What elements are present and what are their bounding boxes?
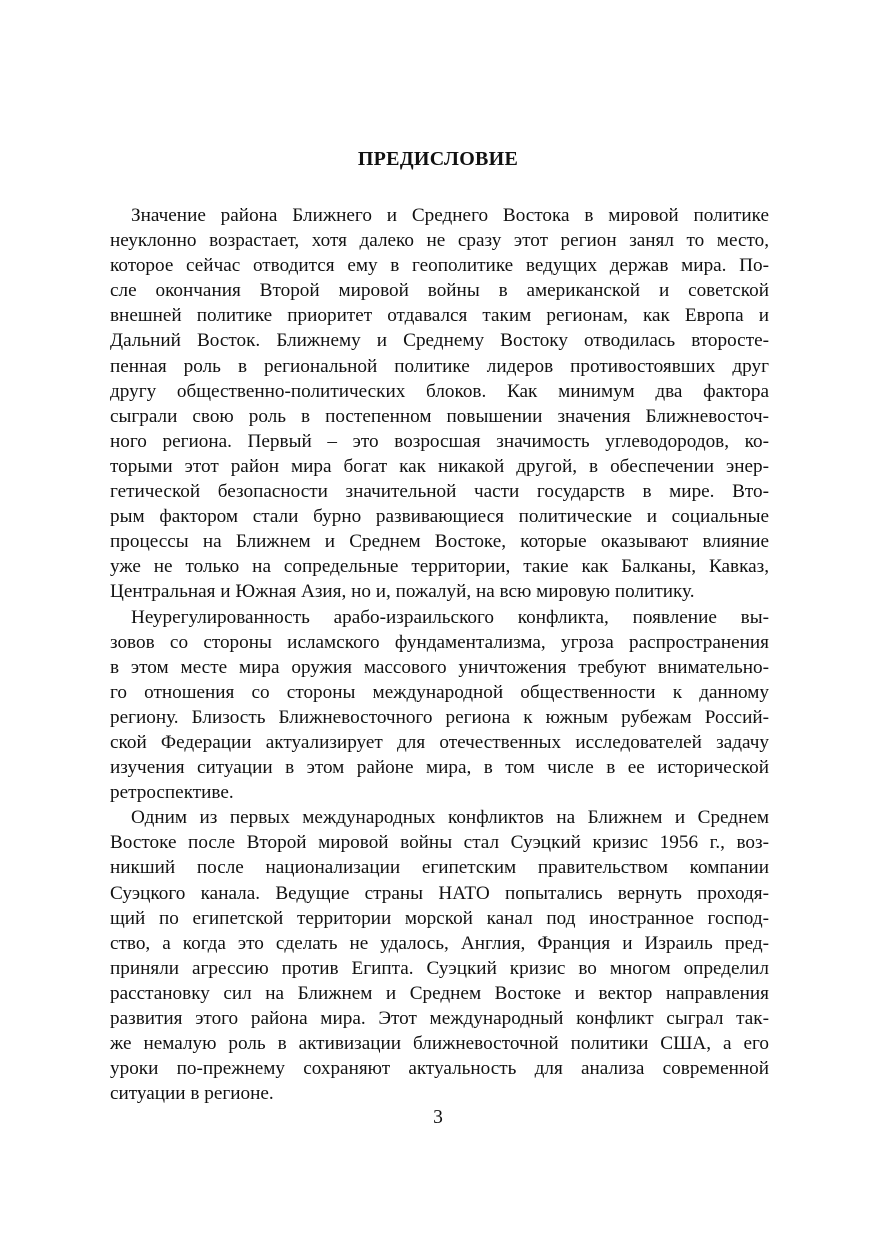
paragraph [110,203,769,605]
text-line: изучения ситуации в этом районе мира, в том числе в ее исторической [110,757,769,779]
text-line: уже не только на сопредельные территории, такие как Балканы, Кавказ, [110,556,769,578]
text-line: же немалую роль в активизации ближневосточной политики США, а его [110,1033,769,1055]
text-line: Одним из первых международных конфликтов на Ближнем и Среднем [131,807,769,829]
text-line: уроки по-прежнему сохраняют актуальность для анализа современной [110,1058,769,1080]
page-title: ПРЕДИСЛОВИЕ [357,148,519,170]
text-line: которое сейчас отводится ему в геополитике ведущих держав мира. По- [110,255,769,277]
text-line: Суэцкого канала. Ведущие страны НАТО попытались вернуть проходя- [110,882,769,904]
text-line: развития этого района мира. Этот международный конфликт сыграл так- [110,1008,769,1029]
text-line: торыми этот район мира богат как никакой другой, в обеспечении энер- [110,455,769,477]
text-line: приняли агрессию против Египта. Суэцкий кризис во многом определил [110,957,769,979]
text-line: расстановку сил на Ближнем и Среднем Востоке и вектор направления [110,982,769,1004]
text-line: щий по египетской территории морской канал под иностранное господ- [110,907,769,929]
text-line: го отношения со стороны международной общественности к данному [110,681,769,703]
text-line: Значение района Ближнего и Среднего Востока в мировой политике [131,205,769,226]
text-line: зовов со стороны исламского фундаментализма, угроза распространения [110,631,769,653]
text-line: рым фактором стали бурно развивающиеся политические и социальные [110,506,769,528]
text-line: ситуации в регионе. [110,1083,274,1105]
paragraph [110,805,769,1106]
text-line: гетической безопасности значительной части государств в мире. Вто- [110,481,769,503]
text-line: Дальний Восток. Ближнему и Среднему Востоку отводилась второсте- [110,330,769,352]
text-line: сыграли свою роль в постепенном повышении значения Ближневосточ- [110,405,769,427]
text-line: Востоке после Второй мировой войны стал Суэцкий кризис 1956 г., воз- [110,832,769,854]
text-line: Центральная и Южная Азия, но и, пожалуй, на всю мировую политику. [110,581,695,603]
text-line: другу общественно-политических блоков. Как минимум два фактора [110,380,769,402]
text-line: сле окончания Второй мировой войны в американской и советской [110,280,769,302]
text-line: неуклонно возрастает, хотя далеко не сразу этот регион занял то место, [110,230,769,252]
text-line: региону. Близость Ближневосточного региона к южным рубежам Россий- [110,706,769,728]
text-line: ретроспективе. [110,782,234,804]
text-line: ного региона. Первый – это возросшая значимость углеводородов, ко- [110,430,769,452]
text-line: внешней политике приоритет отдавался таким регионам, как Европа и [110,305,769,327]
text-line: ской Федерации актуализирует для отечественных исследователей задачу [110,731,769,753]
text-line: пенная роль в региональной политике лидеров противостоявших друг [110,355,769,377]
text-line: никший после национализации египетским правительством компании [110,857,769,879]
preface-text [110,203,769,1106]
page-number: 3 [433,1107,443,1128]
paragraph [110,605,769,806]
text-line: Неурегулированность арабо-израильского конфликта, появление вы- [131,606,769,628]
text-line: в этом месте мира оружия массового уничтожения требуют внимательно- [110,656,769,678]
text-line: процессы на Ближнем и Среднем Востоке, которые оказывают влияние [110,531,769,553]
text-line: ство, а когда это сделать не удалось, Англия, Франция и Израиль пред- [110,932,769,954]
